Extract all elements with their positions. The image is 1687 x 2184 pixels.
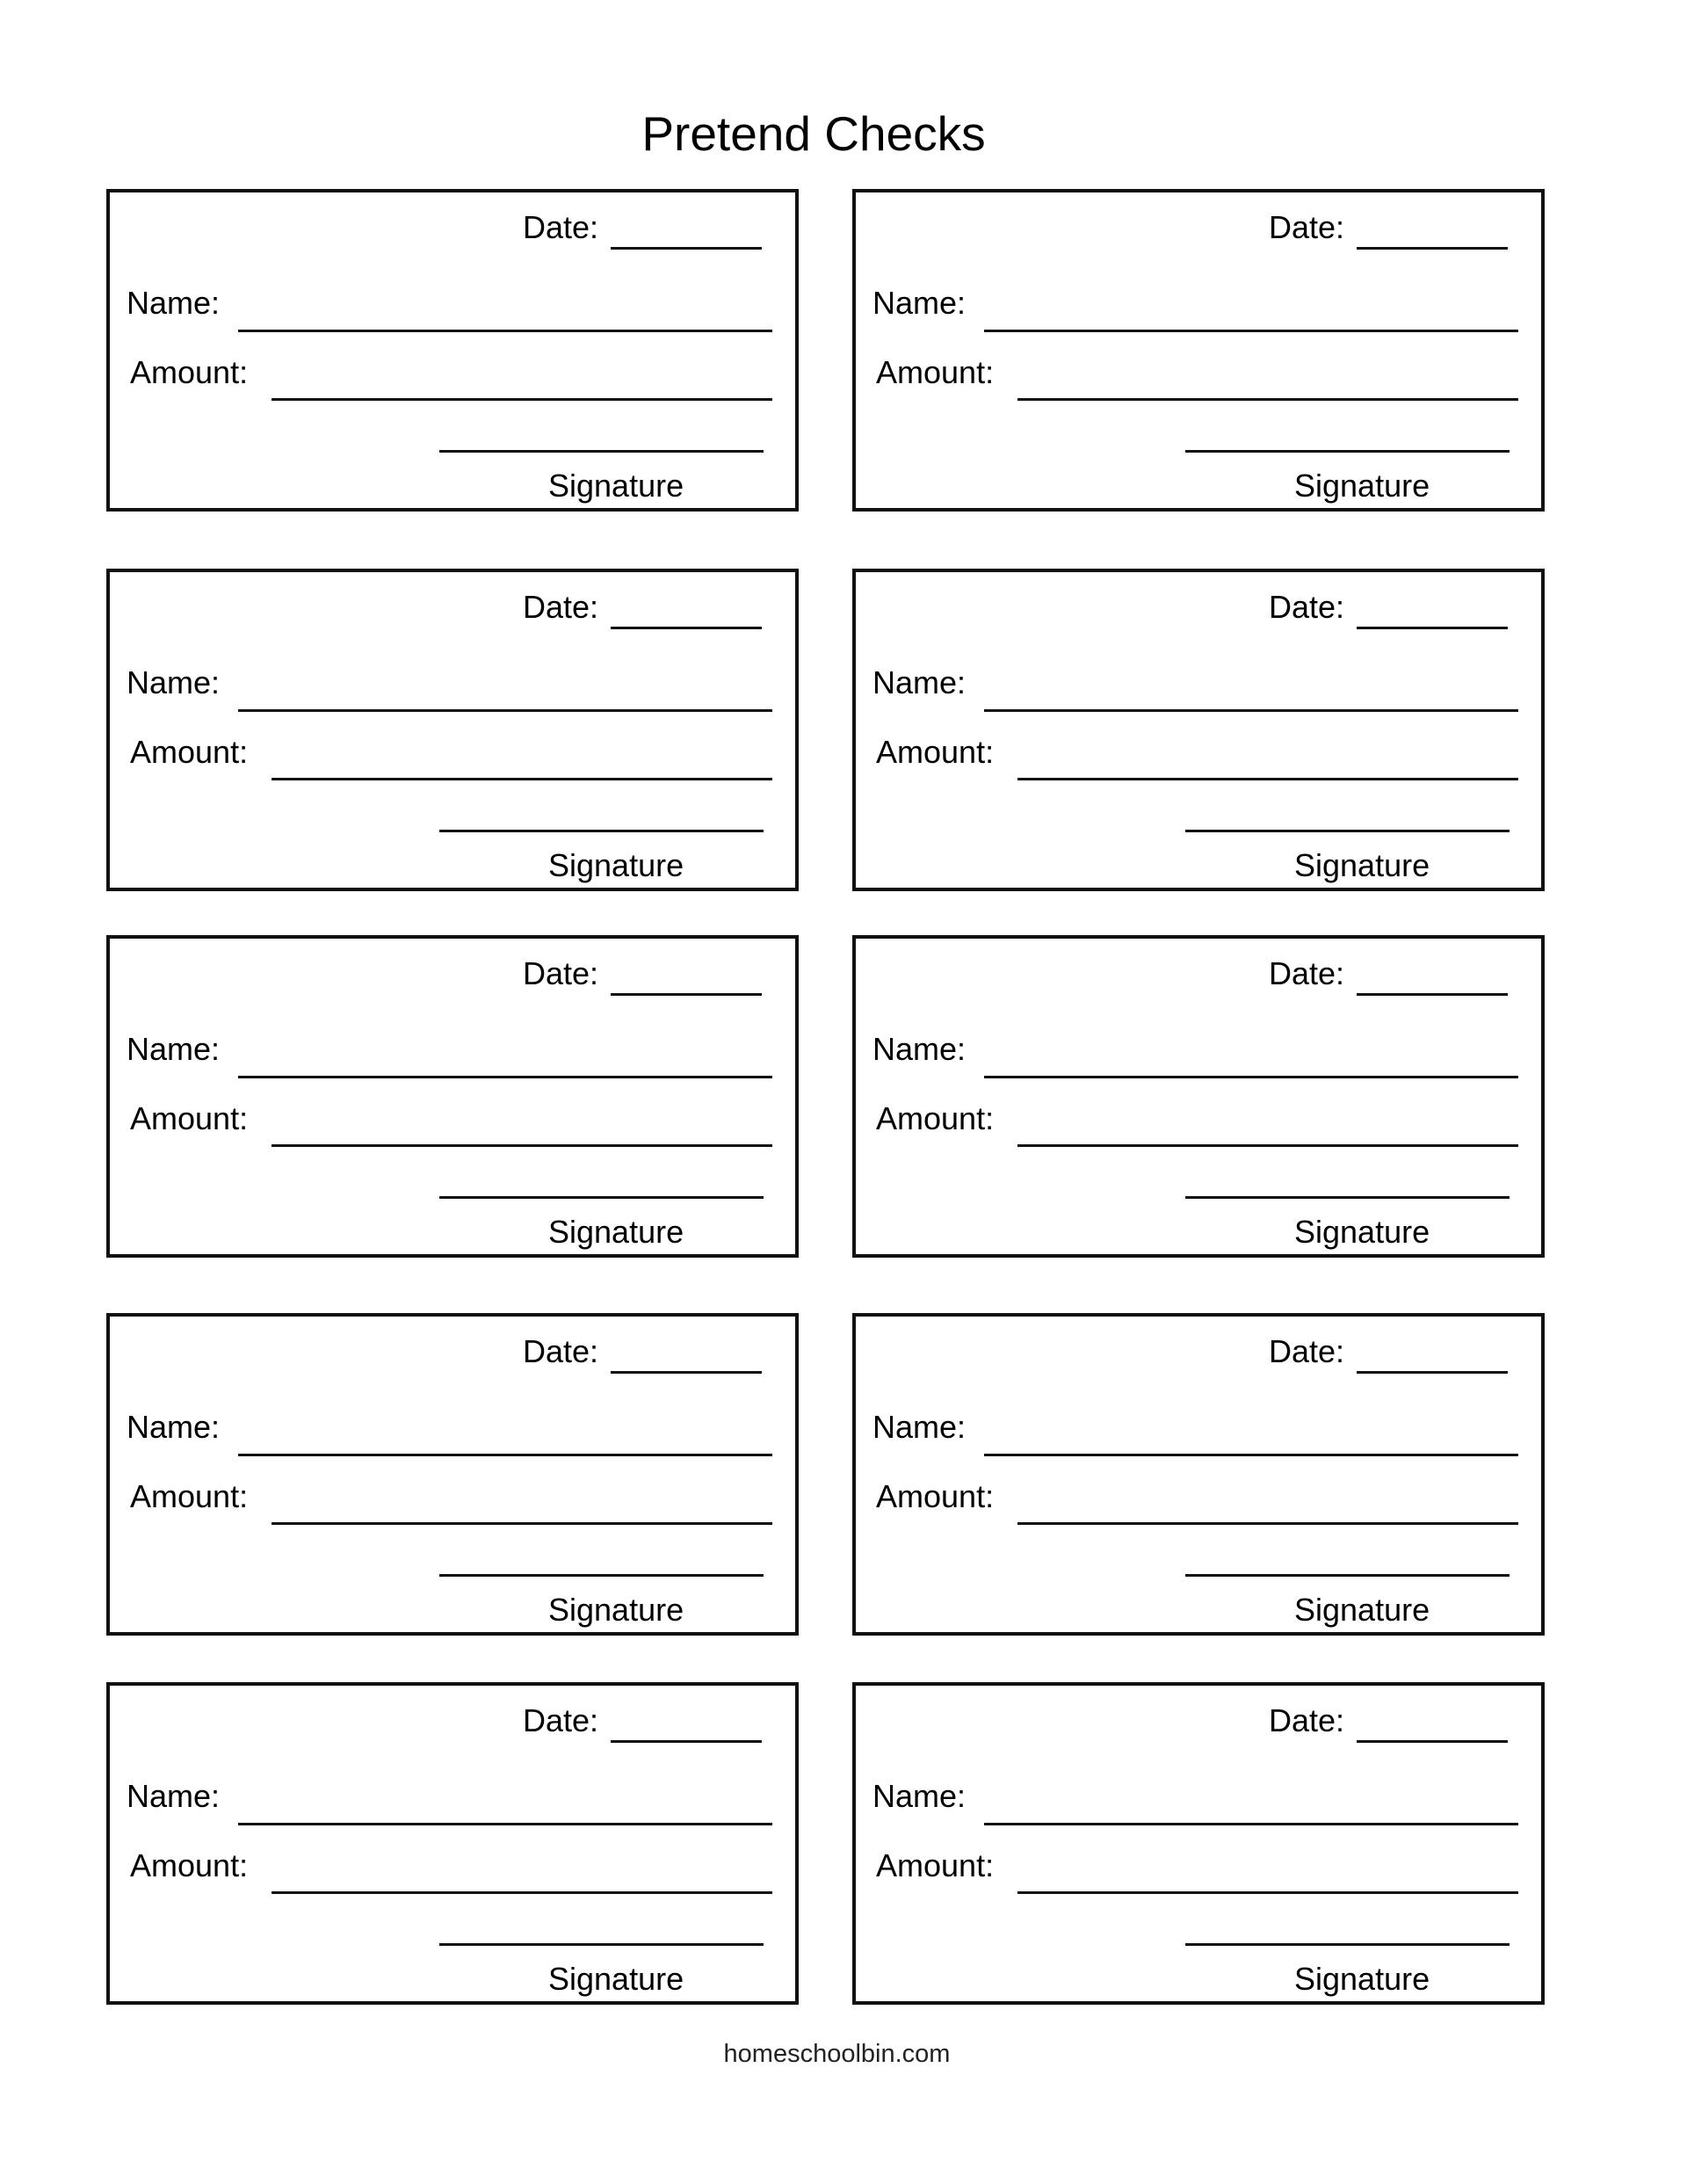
amount-label: Amount: [130,734,249,770]
check-3 [106,569,799,891]
check-10 [852,1682,1545,2005]
check-5 [106,935,799,1258]
date-label: Date: [523,589,599,625]
signature-label: Signature [1294,847,1430,883]
name-line [238,709,772,712]
date-line [611,1371,762,1374]
amount-label: Amount: [130,1847,249,1883]
check-2 [852,189,1545,512]
date-line [611,993,762,996]
date-label: Date: [523,209,599,245]
name-label: Name: [127,1409,221,1445]
signature-line [439,1574,764,1577]
name-line [238,330,772,332]
amount-label: Amount: [130,354,249,390]
signature-label: Signature [1294,1592,1430,1628]
signature-line [1185,1943,1510,1946]
signature-line [439,1943,764,1946]
signature-label: Signature [548,1214,684,1250]
name-label: Name: [127,285,221,321]
check-8 [852,1313,1545,1636]
date-line [1357,1371,1508,1374]
check-4 [852,569,1545,891]
amount-line [1017,1891,1518,1894]
amount-label: Amount: [130,1478,249,1514]
amount-line [272,1144,772,1147]
signature-line [1185,1574,1510,1577]
name-line [984,330,1518,332]
signature-label: Signature [1294,1214,1430,1250]
name-label: Name: [872,1409,967,1445]
amount-label: Amount: [876,354,995,390]
check-7 [106,1313,799,1636]
name-line [238,1076,772,1078]
amount-line [272,778,772,780]
date-line [1357,1740,1508,1743]
date-label: Date: [523,1702,599,1738]
name-label: Name: [127,1778,221,1814]
signature-line [439,1196,764,1199]
date-label: Date: [1269,1702,1345,1738]
date-line [611,247,762,250]
amount-line [272,1891,772,1894]
name-line [238,1454,772,1456]
amount-line [272,1522,772,1525]
signature-label: Signature [1294,468,1430,504]
amount-label: Amount: [130,1100,249,1136]
date-line [611,627,762,629]
name-label: Name: [872,1031,967,1067]
amount-line [1017,1522,1518,1525]
date-line [1357,627,1508,629]
signature-label: Signature [548,1961,684,1997]
page-title: Pretend Checks [641,106,986,161]
amount-line [272,398,772,401]
signature-line [1185,450,1510,453]
name-line [984,1454,1518,1456]
name-label: Name: [872,664,967,700]
date-label: Date: [1269,589,1345,625]
check-6 [852,935,1545,1258]
signature-line [439,830,764,832]
name-line [984,709,1518,712]
date-label: Date: [1269,1333,1345,1369]
check-9 [106,1682,799,2005]
name-label: Name: [872,1778,967,1814]
name-line [238,1823,772,1825]
signature-label: Signature [548,1592,684,1628]
name-label: Name: [127,1031,221,1067]
footer-url: homeschoolbin.com [723,2040,951,2068]
amount-label: Amount: [876,734,995,770]
check-1 [106,189,799,512]
date-line [1357,993,1508,996]
date-label: Date: [523,955,599,991]
name-line [984,1076,1518,1078]
amount-line [1017,778,1518,780]
name-label: Name: [872,285,967,321]
date-label: Date: [1269,955,1345,991]
amount-label: Amount: [876,1478,995,1514]
signature-label: Signature [548,468,684,504]
amount-line [1017,398,1518,401]
date-line [1357,247,1508,250]
name-line [984,1823,1518,1825]
date-line [611,1740,762,1743]
amount-label: Amount: [876,1847,995,1883]
date-label: Date: [523,1333,599,1369]
name-label: Name: [127,664,221,700]
signature-label: Signature [1294,1961,1430,1997]
signature-line [1185,830,1510,832]
amount-line [1017,1144,1518,1147]
signature-label: Signature [548,847,684,883]
date-label: Date: [1269,209,1345,245]
signature-line [1185,1196,1510,1199]
signature-line [439,450,764,453]
amount-label: Amount: [876,1100,995,1136]
